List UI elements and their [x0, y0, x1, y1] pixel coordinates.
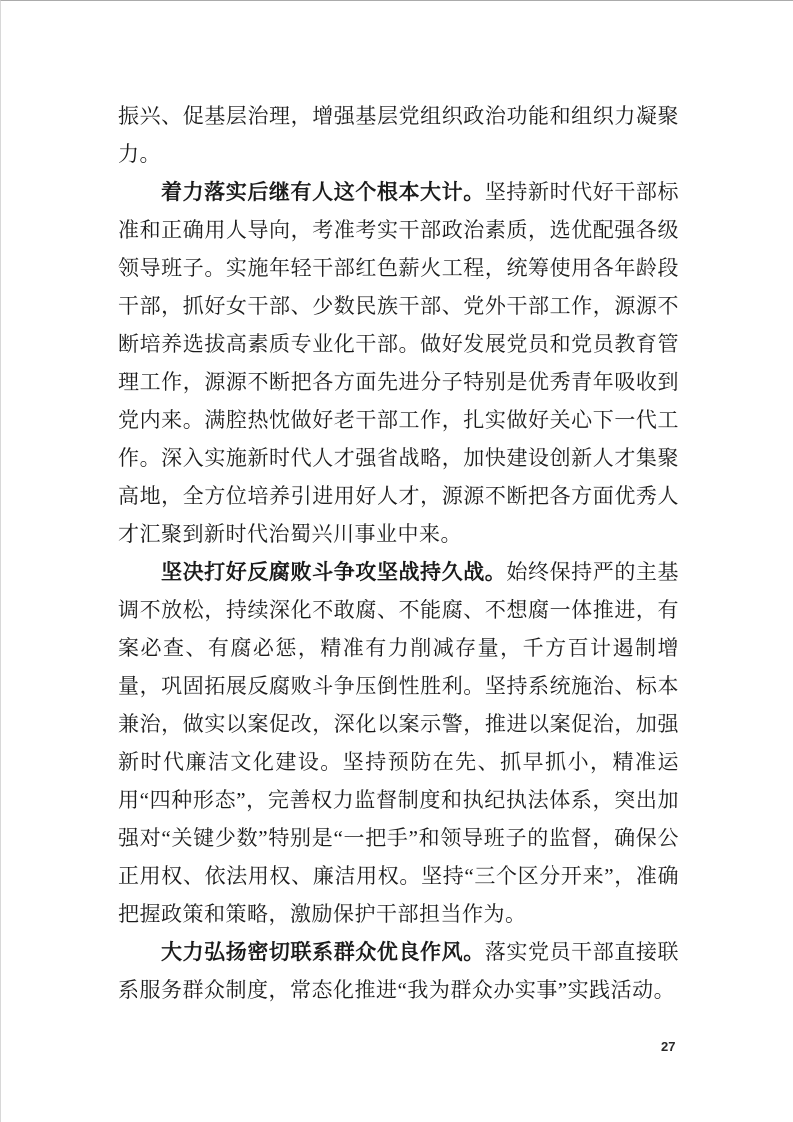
- paragraph-body: 坚持新时代好干部标准和正确用人导向，考准考实干部政治素质，选优配强各级领导班子。实施年轻干部红色薪火工程，统筹使用各年龄段干部，抓好女干部、少数民族干部、党外干部工作，源源不断培养选拔高素质专业化干部。做好发展党员和党员教育管理工作，源源不断把各方面先进分子特别是优秀青年吸收到党内来。满腔热忱做好老干部工作，扎实做好关心下一代工作。深入实施新时代人才强省战略，加快建设创新人才集聚高地，全方位培养引进用好人才，源源不断把各方面优秀人才汇聚到新时代治蜀兴川事业中来。: [118, 180, 680, 546]
- body-text: [118, 97, 679, 1009]
- paragraph-lead: 大力弘扬密切联系群众优良作风。: [161, 940, 485, 964]
- paragraph-lead: 着力落实后继有人这个根本大计。: [161, 180, 485, 204]
- paragraph: [118, 173, 679, 553]
- paragraph-body: 振兴、促基层治理，增强基层党组织政治功能和组织力凝聚力。: [118, 104, 679, 166]
- paragraph: [118, 553, 679, 933]
- paragraph-body: 落实党员干部直接联系服务群众制度，常态化推进“我为群众办实事”实践活动。: [118, 940, 680, 1002]
- paragraph: [118, 97, 679, 173]
- page-number: 27: [661, 1039, 676, 1054]
- paragraph: [118, 933, 679, 1009]
- paragraph-body: 始终保持严的主基调不放松，持续深化不敢腐、不能腐、不想腐一体推进，有案必查、有腐必惩，精准有力削减存量，千方百计遏制增量，巩固拓展反腐败斗争压倒性胜利。坚持系统施治、标本兼治，做实以案促改，深化以案示警，推进以案促治，加强新时代廉洁文化建设。坚持预防在先、抓早抓小，精准运用“四种形态”，完善权力监督制度和执纪执法体系，突出加强对“关键少数”特别是“一把手”和领导班子的监督，确保公正用权、依法用权、廉洁用权。坚持“三个区分开来”，准确把握政策和策略，激励保护干部担当作为。: [118, 560, 679, 926]
- paragraph-lead: 坚决打好反腐败斗争攻坚战持久战。: [161, 560, 507, 584]
